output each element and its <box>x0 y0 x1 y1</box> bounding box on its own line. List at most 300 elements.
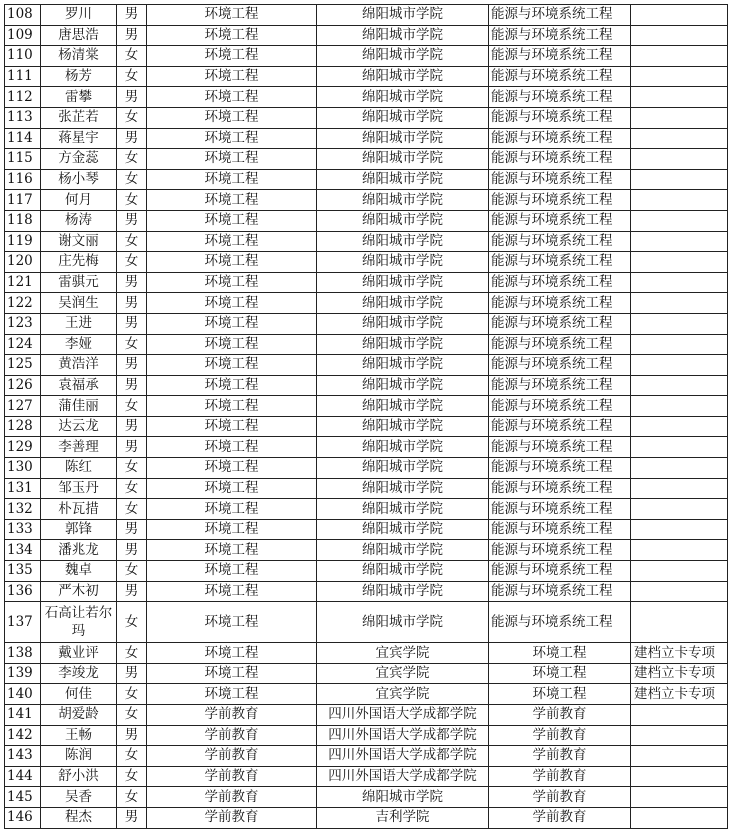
row-number: 122 <box>5 293 41 314</box>
row-number: 118 <box>5 210 41 231</box>
student-roster-table <box>4 4 728 829</box>
school-cell: 绵阳城市学院 <box>317 149 489 170</box>
major-cell: 环境工程 <box>147 293 317 314</box>
row-number: 141 <box>5 705 41 726</box>
note-cell <box>631 313 728 334</box>
enrolled-major-cell: 能源与环境系统工程 <box>489 66 631 87</box>
gender-cell: 女 <box>117 602 147 643</box>
gender-cell: 男 <box>117 355 147 376</box>
student-name: 王进 <box>41 313 117 334</box>
row-number: 143 <box>5 746 41 767</box>
major-cell: 环境工程 <box>147 272 317 293</box>
table-row <box>5 766 728 787</box>
student-name: 陈润 <box>41 746 117 767</box>
gender-cell: 男 <box>117 807 147 828</box>
row-number: 135 <box>5 561 41 582</box>
student-name: 何月 <box>41 190 117 211</box>
student-name: 舒小洪 <box>41 766 117 787</box>
student-name: 蒲佳丽 <box>41 396 117 417</box>
enrolled-major-cell: 能源与环境系统工程 <box>489 437 631 458</box>
row-number: 116 <box>5 169 41 190</box>
note-cell <box>631 766 728 787</box>
note-cell <box>631 519 728 540</box>
school-cell: 四川外国语大学成都学院 <box>317 766 489 787</box>
table-row <box>5 107 728 128</box>
school-cell: 绵阳城市学院 <box>317 313 489 334</box>
table-row <box>5 355 728 376</box>
school-cell: 四川外国语大学成都学院 <box>317 746 489 767</box>
gender-cell: 男 <box>117 375 147 396</box>
student-name: 吴润生 <box>41 293 117 314</box>
row-number: 129 <box>5 437 41 458</box>
note-cell: 建档立卡专项 <box>631 663 728 684</box>
school-cell: 绵阳城市学院 <box>317 87 489 108</box>
note-cell <box>631 210 728 231</box>
enrolled-major-cell: 能源与环境系统工程 <box>489 540 631 561</box>
row-number: 109 <box>5 25 41 46</box>
school-cell: 绵阳城市学院 <box>317 210 489 231</box>
gender-cell: 男 <box>117 293 147 314</box>
student-name: 雷攀 <box>41 87 117 108</box>
note-cell <box>631 416 728 437</box>
major-cell: 环境工程 <box>147 46 317 67</box>
row-number: 114 <box>5 128 41 149</box>
table-row <box>5 210 728 231</box>
school-cell: 绵阳城市学院 <box>317 478 489 499</box>
table-row <box>5 190 728 211</box>
major-cell: 学前教育 <box>147 787 317 808</box>
school-cell: 绵阳城市学院 <box>317 334 489 355</box>
major-cell: 环境工程 <box>147 602 317 643</box>
note-cell <box>631 128 728 149</box>
table-row <box>5 416 728 437</box>
row-number: 119 <box>5 231 41 252</box>
table-row <box>5 561 728 582</box>
row-number: 123 <box>5 313 41 334</box>
table-row <box>5 46 728 67</box>
table-row <box>5 499 728 520</box>
student-name: 达云龙 <box>41 416 117 437</box>
note-cell <box>631 107 728 128</box>
row-number: 115 <box>5 149 41 170</box>
school-cell: 绵阳城市学院 <box>317 66 489 87</box>
gender-cell: 男 <box>117 540 147 561</box>
major-cell: 环境工程 <box>147 396 317 417</box>
row-number: 117 <box>5 190 41 211</box>
note-cell <box>631 746 728 767</box>
school-cell: 绵阳城市学院 <box>317 561 489 582</box>
enrolled-major-cell: 能源与环境系统工程 <box>489 293 631 314</box>
note-cell <box>631 499 728 520</box>
row-number: 138 <box>5 643 41 664</box>
school-cell: 宜宾学院 <box>317 684 489 705</box>
gender-cell: 女 <box>117 396 147 417</box>
enrolled-major-cell: 能源与环境系统工程 <box>489 375 631 396</box>
table-row <box>5 272 728 293</box>
table-row <box>5 66 728 87</box>
note-cell <box>631 272 728 293</box>
note-cell <box>631 725 728 746</box>
note-cell <box>631 540 728 561</box>
student-name: 陈红 <box>41 458 117 479</box>
student-name: 张芷若 <box>41 107 117 128</box>
row-number: 108 <box>5 5 41 26</box>
major-cell: 环境工程 <box>147 87 317 108</box>
major-cell: 环境工程 <box>147 478 317 499</box>
row-number: 139 <box>5 663 41 684</box>
gender-cell: 男 <box>117 272 147 293</box>
student-name: 严木初 <box>41 581 117 602</box>
enrolled-major-cell: 学前教育 <box>489 787 631 808</box>
gender-cell: 女 <box>117 190 147 211</box>
table-row <box>5 5 728 26</box>
note-cell <box>631 293 728 314</box>
note-cell <box>631 66 728 87</box>
school-cell: 绵阳城市学院 <box>317 231 489 252</box>
gender-cell: 女 <box>117 746 147 767</box>
school-cell: 绵阳城市学院 <box>317 416 489 437</box>
note-cell <box>631 561 728 582</box>
table-row <box>5 725 728 746</box>
row-number: 127 <box>5 396 41 417</box>
table-row <box>5 787 728 808</box>
school-cell: 绵阳城市学院 <box>317 107 489 128</box>
row-number: 112 <box>5 87 41 108</box>
major-cell: 环境工程 <box>147 581 317 602</box>
enrolled-major-cell: 能源与环境系统工程 <box>489 478 631 499</box>
major-cell: 环境工程 <box>147 519 317 540</box>
table-row <box>5 334 728 355</box>
gender-cell: 男 <box>117 663 147 684</box>
school-cell: 绵阳城市学院 <box>317 272 489 293</box>
note-cell <box>631 581 728 602</box>
gender-cell: 女 <box>117 766 147 787</box>
student-name: 何佳 <box>41 684 117 705</box>
student-name: 谢文丽 <box>41 231 117 252</box>
row-number: 144 <box>5 766 41 787</box>
enrolled-major-cell: 学前教育 <box>489 766 631 787</box>
school-cell: 绵阳城市学院 <box>317 5 489 26</box>
note-cell <box>631 334 728 355</box>
enrolled-major-cell: 能源与环境系统工程 <box>489 231 631 252</box>
student-name: 杨小琴 <box>41 169 117 190</box>
student-name: 李竣龙 <box>41 663 117 684</box>
major-cell: 环境工程 <box>147 375 317 396</box>
enrolled-major-cell: 环境工程 <box>489 663 631 684</box>
table-row <box>5 293 728 314</box>
student-name: 石高让若尔玛 <box>41 602 117 643</box>
note-cell: 建档立卡专项 <box>631 643 728 664</box>
row-number: 145 <box>5 787 41 808</box>
row-number: 130 <box>5 458 41 479</box>
table-row <box>5 231 728 252</box>
enrolled-major-cell: 能源与环境系统工程 <box>489 169 631 190</box>
gender-cell: 女 <box>117 334 147 355</box>
table-row <box>5 396 728 417</box>
school-cell: 绵阳城市学院 <box>317 252 489 273</box>
school-cell: 绵阳城市学院 <box>317 293 489 314</box>
student-name: 胡爱龄 <box>41 705 117 726</box>
table-row <box>5 437 728 458</box>
student-name: 朴瓦措 <box>41 499 117 520</box>
major-cell: 环境工程 <box>147 252 317 273</box>
school-cell: 绵阳城市学院 <box>317 46 489 67</box>
student-name: 吴香 <box>41 787 117 808</box>
row-number: 111 <box>5 66 41 87</box>
row-number: 133 <box>5 519 41 540</box>
table-row <box>5 684 728 705</box>
student-name: 黄浩洋 <box>41 355 117 376</box>
enrolled-major-cell: 能源与环境系统工程 <box>489 272 631 293</box>
table-row <box>5 149 728 170</box>
school-cell: 四川外国语大学成都学院 <box>317 705 489 726</box>
school-cell: 绵阳城市学院 <box>317 519 489 540</box>
enrolled-major-cell: 能源与环境系统工程 <box>489 5 631 26</box>
major-cell: 环境工程 <box>147 663 317 684</box>
note-cell <box>631 478 728 499</box>
major-cell: 环境工程 <box>147 107 317 128</box>
school-cell: 宜宾学院 <box>317 643 489 664</box>
note-cell <box>631 25 728 46</box>
student-name: 郭锋 <box>41 519 117 540</box>
major-cell: 环境工程 <box>147 149 317 170</box>
row-number: 140 <box>5 684 41 705</box>
major-cell: 环境工程 <box>147 128 317 149</box>
gender-cell: 女 <box>117 66 147 87</box>
row-number: 136 <box>5 581 41 602</box>
gender-cell: 女 <box>117 499 147 520</box>
gender-cell: 男 <box>117 87 147 108</box>
student-name: 罗川 <box>41 5 117 26</box>
school-cell: 绵阳城市学院 <box>317 190 489 211</box>
enrolled-major-cell: 能源与环境系统工程 <box>489 149 631 170</box>
student-name: 李善理 <box>41 437 117 458</box>
gender-cell: 男 <box>117 416 147 437</box>
student-name: 李娅 <box>41 334 117 355</box>
row-number: 142 <box>5 725 41 746</box>
note-cell <box>631 252 728 273</box>
table-row <box>5 705 728 726</box>
gender-cell: 男 <box>117 437 147 458</box>
note-cell <box>631 437 728 458</box>
enrolled-major-cell: 能源与环境系统工程 <box>489 313 631 334</box>
note-cell <box>631 5 728 26</box>
school-cell: 绵阳城市学院 <box>317 396 489 417</box>
gender-cell: 女 <box>117 149 147 170</box>
student-name: 袁福承 <box>41 375 117 396</box>
gender-cell: 女 <box>117 787 147 808</box>
gender-cell: 女 <box>117 252 147 273</box>
student-name: 潘兆龙 <box>41 540 117 561</box>
school-cell: 绵阳城市学院 <box>317 169 489 190</box>
row-number: 128 <box>5 416 41 437</box>
school-cell: 吉利学院 <box>317 807 489 828</box>
row-number: 121 <box>5 272 41 293</box>
table-row <box>5 128 728 149</box>
enrolled-major-cell: 学前教育 <box>489 725 631 746</box>
major-cell: 环境工程 <box>147 210 317 231</box>
student-name: 戴业评 <box>41 643 117 664</box>
enrolled-major-cell: 能源与环境系统工程 <box>489 210 631 231</box>
gender-cell: 女 <box>117 46 147 67</box>
gender-cell: 女 <box>117 107 147 128</box>
enrolled-major-cell: 能源与环境系统工程 <box>489 87 631 108</box>
enrolled-major-cell: 环境工程 <box>489 643 631 664</box>
school-cell: 绵阳城市学院 <box>317 458 489 479</box>
row-number: 132 <box>5 499 41 520</box>
student-name: 邹玉丹 <box>41 478 117 499</box>
row-number: 125 <box>5 355 41 376</box>
table-row <box>5 25 728 46</box>
enrolled-major-cell: 能源与环境系统工程 <box>489 252 631 273</box>
note-cell <box>631 87 728 108</box>
table-row <box>5 602 728 643</box>
gender-cell: 女 <box>117 684 147 705</box>
school-cell: 绵阳城市学院 <box>317 787 489 808</box>
row-number: 120 <box>5 252 41 273</box>
gender-cell: 女 <box>117 478 147 499</box>
row-number: 134 <box>5 540 41 561</box>
major-cell: 环境工程 <box>147 499 317 520</box>
note-cell <box>631 807 728 828</box>
table-row <box>5 807 728 828</box>
enrolled-major-cell: 能源与环境系统工程 <box>489 396 631 417</box>
student-name: 蒋星宇 <box>41 128 117 149</box>
enrolled-major-cell: 能源与环境系统工程 <box>489 107 631 128</box>
major-cell: 环境工程 <box>147 334 317 355</box>
student-name: 唐思浩 <box>41 25 117 46</box>
note-cell <box>631 375 728 396</box>
enrolled-major-cell: 能源与环境系统工程 <box>489 355 631 376</box>
gender-cell: 男 <box>117 581 147 602</box>
school-cell: 宜宾学院 <box>317 663 489 684</box>
gender-cell: 男 <box>117 25 147 46</box>
table-row <box>5 313 728 334</box>
enrolled-major-cell: 能源与环境系统工程 <box>489 334 631 355</box>
major-cell: 环境工程 <box>147 643 317 664</box>
row-number: 126 <box>5 375 41 396</box>
gender-cell: 男 <box>117 5 147 26</box>
school-cell: 绵阳城市学院 <box>317 602 489 643</box>
note-cell: 建档立卡专项 <box>631 684 728 705</box>
gender-cell: 女 <box>117 561 147 582</box>
major-cell: 环境工程 <box>147 231 317 252</box>
major-cell: 环境工程 <box>147 561 317 582</box>
major-cell: 环境工程 <box>147 458 317 479</box>
major-cell: 学前教育 <box>147 725 317 746</box>
table-row <box>5 458 728 479</box>
school-cell: 绵阳城市学院 <box>317 355 489 376</box>
gender-cell: 男 <box>117 128 147 149</box>
school-cell: 绵阳城市学院 <box>317 375 489 396</box>
table-row <box>5 746 728 767</box>
row-number: 146 <box>5 807 41 828</box>
enrolled-major-cell: 能源与环境系统工程 <box>489 581 631 602</box>
note-cell <box>631 787 728 808</box>
note-cell <box>631 355 728 376</box>
major-cell: 环境工程 <box>147 25 317 46</box>
enrolled-major-cell: 能源与环境系统工程 <box>489 25 631 46</box>
student-name: 魏卓 <box>41 561 117 582</box>
enrolled-major-cell: 能源与环境系统工程 <box>489 499 631 520</box>
gender-cell: 女 <box>117 458 147 479</box>
major-cell: 环境工程 <box>147 684 317 705</box>
row-number: 137 <box>5 602 41 643</box>
school-cell: 绵阳城市学院 <box>317 540 489 561</box>
major-cell: 环境工程 <box>147 190 317 211</box>
note-cell <box>631 190 728 211</box>
school-cell: 绵阳城市学院 <box>317 25 489 46</box>
note-cell <box>631 231 728 252</box>
student-name: 杨芳 <box>41 66 117 87</box>
row-number: 124 <box>5 334 41 355</box>
table-row <box>5 87 728 108</box>
roster-body <box>5 5 728 829</box>
table-row <box>5 643 728 664</box>
major-cell: 环境工程 <box>147 540 317 561</box>
gender-cell: 女 <box>117 169 147 190</box>
note-cell <box>631 46 728 67</box>
note-cell <box>631 705 728 726</box>
table-row <box>5 663 728 684</box>
enrolled-major-cell: 学前教育 <box>489 746 631 767</box>
student-name: 杨清棠 <box>41 46 117 67</box>
table-row <box>5 581 728 602</box>
gender-cell: 男 <box>117 210 147 231</box>
table-row <box>5 540 728 561</box>
major-cell: 学前教育 <box>147 766 317 787</box>
major-cell: 环境工程 <box>147 437 317 458</box>
major-cell: 学前教育 <box>147 705 317 726</box>
gender-cell: 男 <box>117 519 147 540</box>
note-cell <box>631 602 728 643</box>
table-row <box>5 169 728 190</box>
table-row <box>5 478 728 499</box>
table-row <box>5 375 728 396</box>
gender-cell: 男 <box>117 313 147 334</box>
table-row <box>5 519 728 540</box>
school-cell: 四川外国语大学成都学院 <box>317 725 489 746</box>
student-name: 杨涛 <box>41 210 117 231</box>
student-name: 王畅 <box>41 725 117 746</box>
gender-cell: 女 <box>117 231 147 252</box>
major-cell: 环境工程 <box>147 5 317 26</box>
enrolled-major-cell: 能源与环境系统工程 <box>489 519 631 540</box>
gender-cell: 男 <box>117 725 147 746</box>
enrolled-major-cell: 环境工程 <box>489 684 631 705</box>
enrolled-major-cell: 能源与环境系统工程 <box>489 416 631 437</box>
school-cell: 绵阳城市学院 <box>317 499 489 520</box>
major-cell: 环境工程 <box>147 355 317 376</box>
student-name: 方金蕊 <box>41 149 117 170</box>
student-name: 雷骐元 <box>41 272 117 293</box>
major-cell: 环境工程 <box>147 313 317 334</box>
row-number: 110 <box>5 46 41 67</box>
enrolled-major-cell: 能源与环境系统工程 <box>489 190 631 211</box>
enrolled-major-cell: 能源与环境系统工程 <box>489 602 631 643</box>
enrolled-major-cell: 能源与环境系统工程 <box>489 128 631 149</box>
row-number: 131 <box>5 478 41 499</box>
major-cell: 环境工程 <box>147 169 317 190</box>
enrolled-major-cell: 能源与环境系统工程 <box>489 561 631 582</box>
note-cell <box>631 169 728 190</box>
school-cell: 绵阳城市学院 <box>317 581 489 602</box>
note-cell <box>631 458 728 479</box>
student-name: 庄先梅 <box>41 252 117 273</box>
major-cell: 学前教育 <box>147 746 317 767</box>
gender-cell: 女 <box>117 643 147 664</box>
note-cell <box>631 396 728 417</box>
